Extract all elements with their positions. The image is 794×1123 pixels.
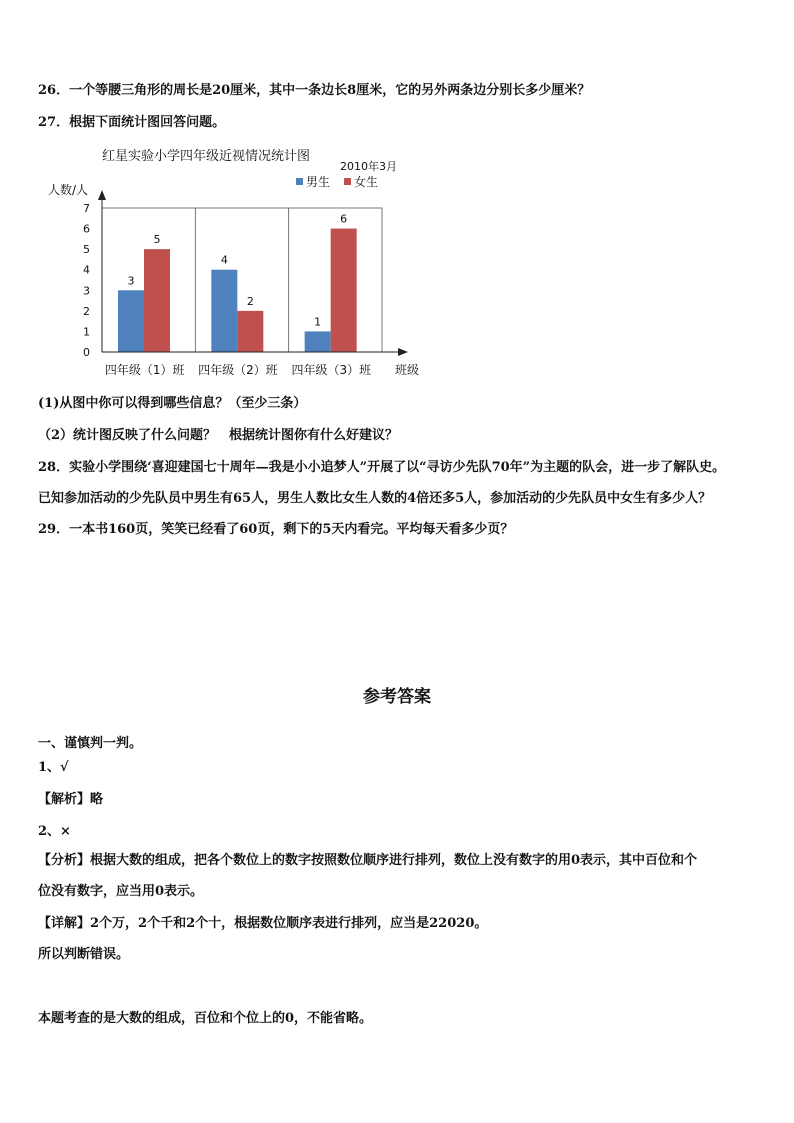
data-label: 3 — [127, 274, 135, 288]
bar-girls-class-1 — [144, 249, 170, 352]
y-tick-label: 6 — [83, 222, 90, 236]
chart-bars — [118, 213, 357, 352]
question-28-line-1: 28．实验小学围绕‘喜迎建国七十周年—我是小小追梦人”开展了以“寻访少先队70年”为主题的队会，进一步了解队史。 — [38, 460, 726, 475]
data-label: 1 — [314, 315, 322, 329]
legend-swatch-girls — [344, 178, 351, 185]
x-tick-label: 四年级（2）班 — [198, 363, 278, 377]
x-tick-label: 四年级（3）班 — [291, 363, 372, 377]
chart-legend — [296, 174, 378, 189]
y-tick-label: 7 — [83, 202, 90, 215]
bar-girls-class-2 — [237, 311, 263, 352]
y-axis-label: 人数/人 — [48, 183, 89, 197]
y-tick-label: 1 — [83, 325, 90, 339]
answers-section-1: 一、谨慎判一判。 — [38, 736, 143, 751]
chart-subtitle: 2010年3月 — [340, 160, 397, 173]
question-27-2: （2）统计图反映了什么问题？ 根据统计图你有什么好建议？ — [38, 428, 399, 443]
bar-boys-class-3 — [305, 331, 331, 352]
y-tick-labels — [83, 202, 90, 359]
answer-2-detail: 【详解】2个万，2个千和2个十，根据数位顺序表进行排列，应当是22020。 — [38, 916, 488, 931]
question-27-1: (1)从图中你可以得到哪些信息？（至少三条） — [38, 396, 307, 411]
chart-title: 红星实验小学四年级近视情况统计图 — [102, 149, 311, 164]
y-tick-label: 5 — [83, 243, 90, 257]
question-27: 27．根据下面统计图回答问题。 — [38, 115, 226, 130]
bar-girls-class-3 — [331, 229, 357, 352]
answer-2-conclusion: 所以判断错误。 — [38, 947, 130, 962]
answer-1: 1、√ — [38, 760, 69, 775]
legend-label-boys: 男生 — [306, 175, 331, 189]
x-tick-labels — [105, 362, 371, 377]
question-26: 26．一个等腰三角形的周长是20厘米，其中一条边长8厘米，它的另外两条边分别长多少厘米？ — [38, 83, 591, 98]
answer-2-summary: 本题考查的是大数的组成，百位和个位上的0，不能省略。 — [38, 1011, 373, 1026]
data-label: 2 — [246, 294, 254, 308]
data-label: 4 — [220, 253, 228, 267]
answer-2: 2、× — [38, 824, 71, 839]
legend-swatch-boys — [296, 178, 303, 185]
data-label: 6 — [340, 212, 348, 226]
x-tick-label: 四年级（1）班 — [104, 363, 185, 377]
data-label: 5 — [153, 233, 161, 247]
bar-boys-class-2 — [211, 270, 237, 352]
bar-chart — [40, 142, 440, 382]
question-29: 29．一本书160页，笑笑已经看了60页，剩下的5天内看完。平均每天看多少页？ — [38, 522, 514, 537]
x-axis-label: 班级 — [395, 363, 420, 377]
answer-2-analysis-line-1: 【分析】根据大数的组成，把各个数位上的数字按照数位顺序进行排列，数位上没有数字的用0表示，其中百位和个 — [38, 853, 698, 868]
y-tick-label: 2 — [83, 304, 90, 318]
answer-1-analysis: 【解析】略 — [38, 792, 104, 807]
legend-label-girls: 女生 — [354, 175, 379, 189]
y-tick-label: 0 — [83, 346, 90, 359]
answers-title: 参考答案 — [363, 687, 431, 707]
y-tick-label: 3 — [83, 284, 90, 298]
bar-boys-class-1 — [118, 290, 144, 352]
question-28-line-2: 已知参加活动的少先队员中男生有65人，男生人数比女生人数的4倍还多5人，参加活动的少先队员中女生有多少人？ — [38, 491, 712, 506]
answer-2-analysis-line-2: 位没有数字，应当用0表示。 — [38, 884, 204, 899]
y-tick-label: 4 — [83, 263, 90, 277]
y-axis-arrow — [98, 190, 106, 200]
x-axis-arrow — [398, 348, 408, 356]
